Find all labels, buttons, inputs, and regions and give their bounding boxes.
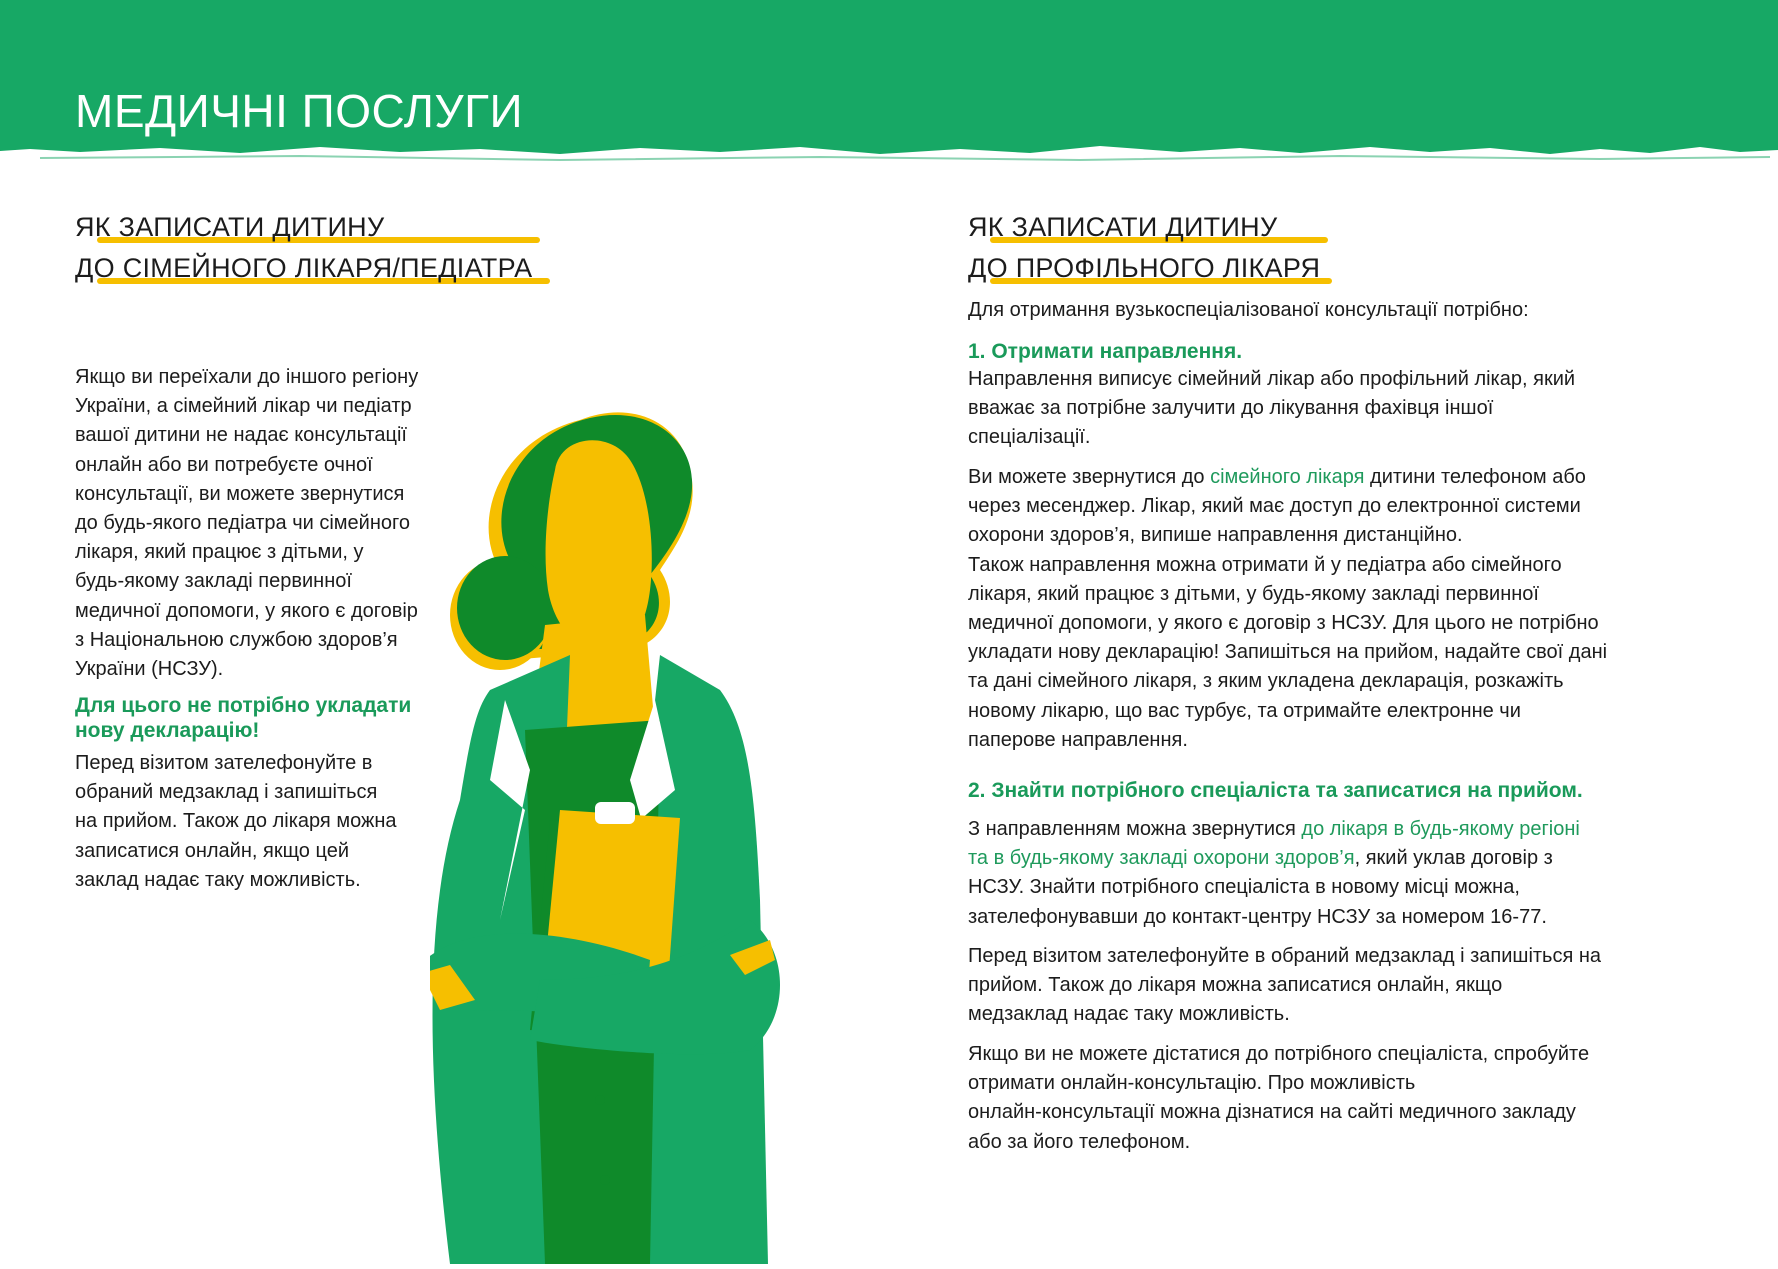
- left-heading-line1: ЯК ЗАПИСАТИ ДИТИНУ: [75, 212, 385, 242]
- text-line: Для отримання вузькоспеціалізованої консультації потрібно:: [968, 299, 1529, 321]
- text-line: отримати онлайн-консультацію. Про можливість: [968, 1072, 1416, 1095]
- any-region-doctor-link[interactable]: до лікаря в будь-якому регіоні: [1301, 818, 1580, 840]
- text-line: медичної допомоги, у якого є договір з НСЗУ. Для цього не потрібно: [968, 612, 1599, 635]
- text-line: онлайн-консультації можна дізнатися на сайті медичного закладу: [968, 1101, 1576, 1124]
- text-line: з Національною службою здоров’я: [75, 628, 398, 651]
- text-line: паперове направлення.: [968, 728, 1188, 751]
- text-line: на прийом. Також до лікаря можна: [75, 810, 397, 833]
- text-line: України (НСЗУ).: [75, 658, 224, 681]
- right-heading-line2: ДО ПРОФІЛЬНОГО ЛІКАРЯ: [968, 253, 1321, 283]
- text-line: обраний медзаклад і запишіться: [75, 781, 378, 804]
- text-line: та дані сімейного лікаря, з яким укладена декларація, розкажіть: [968, 670, 1564, 693]
- text-line: прийом. Також до лікаря можна записатися онлайн, якщо: [968, 974, 1503, 997]
- text-line: до будь-якого педіатра чи сімейного: [75, 512, 410, 535]
- right-paragraph-5: [968, 1040, 1738, 1157]
- doctor-illustration: [430, 400, 870, 1269]
- text-line: укладати нову декларацію! Запишіться на прийом, надайте свої дані: [968, 641, 1608, 664]
- text-line: НСЗУ. Знайти потрібного спеціаліста в новому місці можна,: [968, 876, 1520, 899]
- text-line: охорони здоров’я, випише направлення дистанційно.: [968, 524, 1463, 547]
- text-line: медзаклад надає таку можливість.: [968, 1003, 1290, 1026]
- text-line: вашої дитини не надає консультації: [75, 424, 407, 447]
- text-line: через месенджер. Лікар, який має доступ до електронної системи: [968, 495, 1581, 518]
- text-span: Ви можете звернутися до: [968, 466, 1211, 488]
- header-brush-background: [0, 0, 1778, 165]
- text-line: Також направлення можна отримати й у педіатра або сімейного: [968, 553, 1562, 576]
- text-line: лікаря, який працює з дітьми, у будь-якому закладі первинної: [968, 582, 1539, 605]
- right-intro: [968, 296, 1708, 325]
- text-line: вважає за потрібне залучити до лікування фахівця іншої: [968, 397, 1494, 420]
- text-line: Направлення виписує сімейний лікар або профільний лікар, який: [968, 368, 1576, 390]
- text-line: [968, 844, 1738, 873]
- text-line: медичної допомоги, у якого є договір: [75, 599, 418, 622]
- text-line: Перед візитом зателефонуйте в: [75, 752, 373, 774]
- text-line: Для цього не потрібно укладати: [75, 694, 412, 717]
- text-span: , який уклав договір з: [1354, 847, 1553, 870]
- step-2-title: 2. Знайти потрібного спеціаліста та записатися на прийом.: [968, 779, 1583, 802]
- text-line: лікаря, який працює з дітьми, у: [75, 541, 364, 564]
- text-span: З направленням можна звернутися: [968, 818, 1302, 840]
- text-span: дитини телефоном або: [1364, 466, 1586, 488]
- right-paragraph-3: [968, 815, 1738, 932]
- any-facility-link[interactable]: та в будь-якому закладі охорони здоров’я: [968, 847, 1355, 870]
- header-banner: [0, 0, 1778, 160]
- text-line: Якщо ви не можете дістатися до потрібного спеціаліста, спробуйте: [968, 1043, 1590, 1065]
- text-line: України, а сімейний лікар чи педіатр: [75, 395, 412, 418]
- text-line: Якщо ви переїхали до іншого регіону: [75, 366, 419, 388]
- text-line: або за його телефоном.: [968, 1130, 1191, 1153]
- family-doctor-link[interactable]: сімейного лікаря: [1210, 466, 1365, 488]
- right-paragraph-2: [968, 463, 1738, 755]
- text-line: Перед візитом зателефонуйте в обраний медзаклад і запишіться на: [968, 945, 1602, 967]
- text-line: заклад надає таку можливість.: [75, 868, 361, 891]
- text-line: онлайн або ви потребуєте очної: [75, 453, 373, 476]
- step-1-text: [968, 365, 1728, 453]
- text-line: консультації, ви можете звернутися: [75, 482, 405, 505]
- text-line: [968, 815, 1738, 844]
- text-line: записатися онлайн, якщо цей: [75, 839, 350, 862]
- left-heading-line2: ДО СІМЕЙНОГО ЛІКАРЯ/ПЕДІАТРА: [75, 253, 533, 283]
- text-line: новому лікарю, що вас турбує, та отримайте електронне чи: [968, 699, 1521, 722]
- text-line: нову декларацію!: [75, 719, 260, 742]
- right-heading-line1: ЯК ЗАПИСАТИ ДИТИНУ: [968, 212, 1278, 242]
- text-line: зателефонувавши до контакт-центру НСЗУ за номером 16-77.: [968, 905, 1547, 928]
- text-line: [968, 463, 1738, 492]
- step-1-title: 1. Отримати направлення.: [968, 340, 1243, 363]
- left-section-heading: [75, 207, 532, 289]
- text-line: спеціалізації.: [968, 426, 1091, 449]
- right-paragraph-4: [968, 942, 1738, 1030]
- text-line: будь-якому закладі первинної: [75, 570, 352, 593]
- page-title: МЕДИЧНІ ПОСЛУГИ: [75, 85, 524, 137]
- right-section-heading: [968, 207, 1320, 289]
